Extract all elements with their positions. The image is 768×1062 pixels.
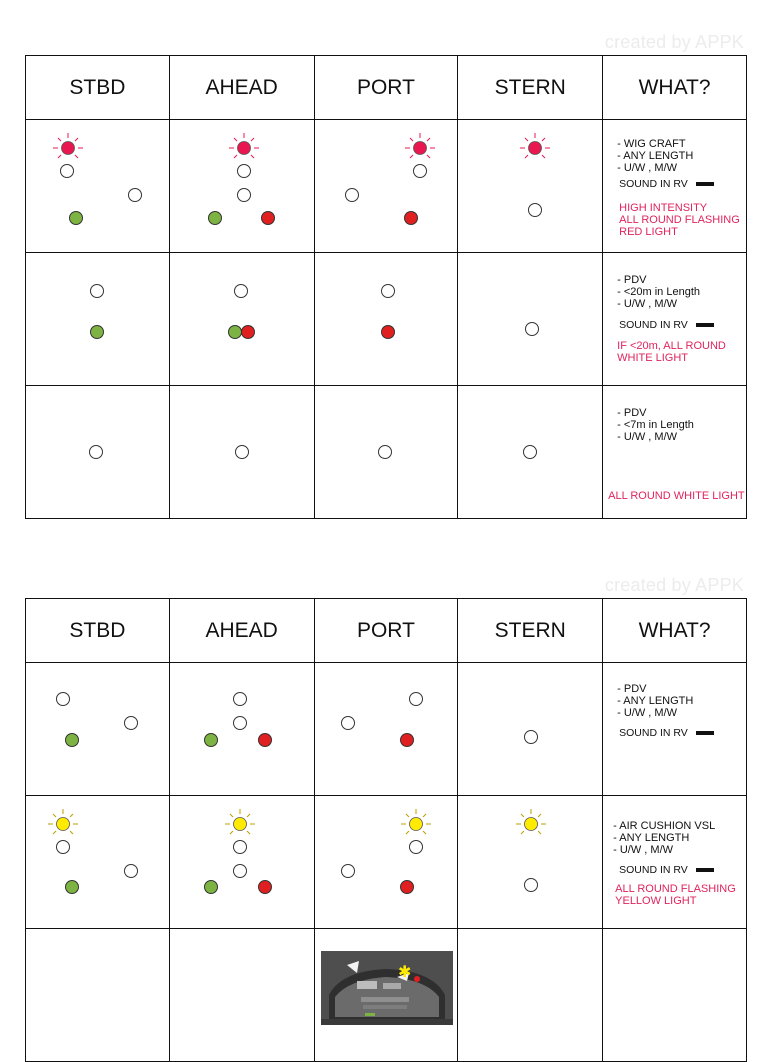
cell-port — [314, 253, 458, 386]
flashing-red-light-icon — [53, 133, 83, 158]
green-light-icon — [91, 326, 104, 339]
red-light-icon — [241, 326, 254, 339]
vessel-description — [617, 274, 700, 310]
white-light-icon — [91, 285, 104, 298]
light-diagram — [170, 120, 314, 252]
header-row — [26, 56, 747, 120]
prolonged-blast-icon — [696, 731, 714, 735]
light-diagram — [170, 796, 314, 928]
white-light-icon — [57, 841, 70, 854]
light-diagram — [170, 386, 314, 518]
sound-label: SOUND IN RV — [619, 864, 688, 876]
table-row — [26, 663, 747, 796]
cell-stern — [458, 663, 603, 796]
description-line: - <7m in Length — [617, 419, 694, 431]
table-row — [26, 386, 747, 519]
white-light-icon — [345, 189, 358, 202]
cell-ahead — [169, 386, 314, 519]
white-light-icon — [237, 165, 250, 178]
red-light-icon — [381, 326, 394, 339]
light-diagram — [315, 386, 458, 518]
header-stern: STERN — [458, 56, 603, 120]
green-light-icon — [204, 881, 217, 894]
light-diagram — [26, 663, 169, 795]
prolonged-blast-icon — [696, 868, 714, 872]
header-row — [26, 599, 747, 663]
light-diagram — [170, 253, 314, 385]
green-light-icon — [70, 212, 83, 225]
header-port: PORT — [314, 56, 458, 120]
light-diagram — [315, 663, 458, 795]
light-diagram — [315, 253, 458, 385]
green-light-icon — [66, 881, 79, 894]
sound-signal — [619, 864, 714, 876]
white-light-icon — [341, 865, 354, 878]
sound-label: SOUND IN RV — [619, 727, 688, 739]
flashing-red-light-icon — [520, 133, 550, 158]
white-light-icon — [524, 446, 537, 459]
hovercraft-icon — [321, 951, 453, 1025]
white-light-icon — [233, 865, 246, 878]
light-diagram — [458, 386, 602, 518]
table-row — [26, 120, 747, 253]
flashing-yellow-light-icon — [401, 809, 431, 834]
flashing-yellow-light-icon — [225, 809, 255, 834]
header-port: PORT — [314, 599, 458, 663]
light-diagram — [458, 663, 602, 795]
cell-stbd — [26, 796, 170, 929]
cell-port — [314, 120, 458, 253]
white-light-icon — [61, 165, 74, 178]
vessel-description — [617, 683, 693, 719]
cell-port — [314, 929, 458, 1062]
cell-what — [603, 253, 747, 386]
prolonged-blast-icon — [696, 182, 714, 186]
note-line: RED LIGHT — [619, 226, 678, 238]
note-line: IF <20m, ALL ROUND — [617, 340, 726, 352]
cell-stbd — [26, 253, 170, 386]
hovercraft-photo — [321, 951, 453, 1025]
watermark-2: created by APPK — [604, 575, 744, 595]
description-line: - AIR CUSHION VSL — [613, 820, 716, 832]
vessel-description — [617, 407, 694, 443]
white-light-icon — [90, 446, 103, 459]
white-light-icon — [341, 717, 354, 730]
sound-label: SOUND IN RV — [619, 178, 688, 190]
light-note — [619, 202, 740, 238]
light-note — [617, 340, 726, 364]
cell-port — [314, 663, 458, 796]
description-line: - U/W , M/W — [617, 162, 678, 174]
table-row — [26, 796, 747, 929]
white-light-icon — [378, 446, 391, 459]
description-line: - U/W , M/W — [617, 707, 678, 719]
note-line: HIGH INTENSITY — [619, 202, 708, 214]
description-line: - <20m in Length — [617, 286, 701, 298]
note-line: YELLOW LIGHT — [615, 895, 697, 907]
light-diagram — [170, 663, 314, 795]
description-line: - PDV — [617, 683, 647, 695]
cell-stbd — [26, 929, 170, 1062]
note-line: WHITE LIGHT — [617, 352, 689, 364]
white-light-icon — [233, 717, 246, 730]
cell-stbd — [26, 663, 170, 796]
watermark-1: created by APPK — [604, 32, 744, 52]
white-light-icon — [525, 879, 538, 892]
white-light-icon — [233, 841, 246, 854]
header-ahead: AHEAD — [169, 56, 314, 120]
cell-ahead — [169, 120, 314, 253]
flashing-yellow-light-icon — [48, 809, 78, 834]
red-light-icon — [258, 881, 271, 894]
white-light-icon — [125, 865, 138, 878]
green-light-icon — [228, 326, 241, 339]
description-line: - ANY LENGTH — [613, 832, 690, 844]
light-diagram — [26, 253, 169, 385]
description-line: - WIG CRAFT — [617, 138, 686, 150]
white-light-icon — [234, 285, 247, 298]
white-light-icon — [57, 693, 70, 706]
white-light-icon — [525, 731, 538, 744]
white-light-icon — [235, 446, 248, 459]
sound-signal — [619, 178, 714, 190]
vessel-description — [617, 138, 693, 174]
description-line: - U/W , M/W — [613, 844, 674, 856]
cell-what — [603, 796, 747, 929]
cell-ahead — [169, 929, 314, 1062]
description-line: - U/W , M/W — [617, 298, 678, 310]
light-diagram — [26, 120, 169, 252]
light-diagram — [458, 796, 602, 928]
cell-what — [603, 386, 747, 519]
white-light-icon — [237, 189, 250, 202]
flashing-red-light-icon — [229, 133, 259, 158]
description-line: - PDV — [617, 407, 647, 419]
white-light-icon — [381, 285, 394, 298]
cell-what — [603, 663, 747, 796]
light-diagram — [26, 386, 169, 518]
flashing-red-light-icon — [405, 133, 435, 158]
white-light-icon — [409, 693, 422, 706]
prolonged-blast-icon — [696, 323, 714, 327]
red-light-icon — [400, 734, 413, 747]
cell-stern — [458, 120, 603, 253]
header-ahead: AHEAD — [169, 599, 314, 663]
white-light-icon — [129, 189, 142, 202]
light-diagram — [26, 796, 169, 928]
green-light-icon — [208, 212, 221, 225]
cell-ahead — [169, 663, 314, 796]
green-light-icon — [66, 734, 79, 747]
white-light-icon — [409, 841, 422, 854]
note-line: ALL ROUND WHITE LIGHT — [608, 490, 745, 502]
description-line: - ANY LENGTH — [617, 695, 694, 707]
table-row — [26, 929, 747, 1062]
table-row — [26, 253, 747, 386]
cell-what — [603, 929, 747, 1062]
white-light-icon — [125, 717, 138, 730]
svg-text:✱: ✱ — [397, 962, 411, 981]
cell-stern — [458, 253, 603, 386]
lights-table-2 — [25, 598, 747, 1062]
vessel-description — [613, 820, 715, 856]
description-line: - ANY LENGTH — [617, 150, 694, 162]
cell-stern — [458, 796, 603, 929]
cell-ahead — [169, 253, 314, 386]
cell-what — [603, 120, 747, 253]
green-light-icon — [204, 734, 217, 747]
white-light-icon — [233, 693, 246, 706]
cell-stern — [458, 929, 603, 1062]
cell-stbd — [26, 386, 170, 519]
light-diagram — [458, 120, 602, 252]
cell-stbd — [26, 120, 170, 253]
description-line: - U/W , M/W — [617, 431, 678, 443]
light-note — [615, 883, 736, 907]
flashing-yellow-light-icon — [516, 809, 546, 834]
red-light-icon — [404, 212, 417, 225]
cell-stern — [458, 386, 603, 519]
light-diagram — [315, 796, 458, 928]
red-light-icon — [261, 212, 274, 225]
white-light-icon — [413, 165, 426, 178]
cell-port — [314, 386, 458, 519]
light-note — [608, 490, 745, 502]
red-light-icon — [400, 881, 413, 894]
header-stbd: STBD — [26, 56, 170, 120]
note-line: ALL ROUND FLASHING — [615, 883, 736, 895]
header-what: WHAT? — [603, 599, 747, 663]
red-light-icon — [258, 734, 271, 747]
cell-port — [314, 796, 458, 929]
white-light-icon — [529, 204, 542, 217]
header-stbd: STBD — [26, 599, 170, 663]
description-line: - PDV — [617, 274, 647, 286]
header-stern: STERN — [458, 599, 603, 663]
cell-ahead — [169, 796, 314, 929]
light-diagram — [458, 253, 602, 385]
note-line: ALL ROUND FLASHING — [619, 214, 740, 226]
sound-signal — [619, 727, 714, 739]
white-light-icon — [526, 323, 539, 336]
sound-label: SOUND IN RV — [619, 319, 688, 331]
lights-table-1 — [25, 55, 747, 519]
sound-signal — [619, 319, 714, 331]
light-diagram — [315, 120, 458, 252]
header-what: WHAT? — [603, 56, 747, 120]
